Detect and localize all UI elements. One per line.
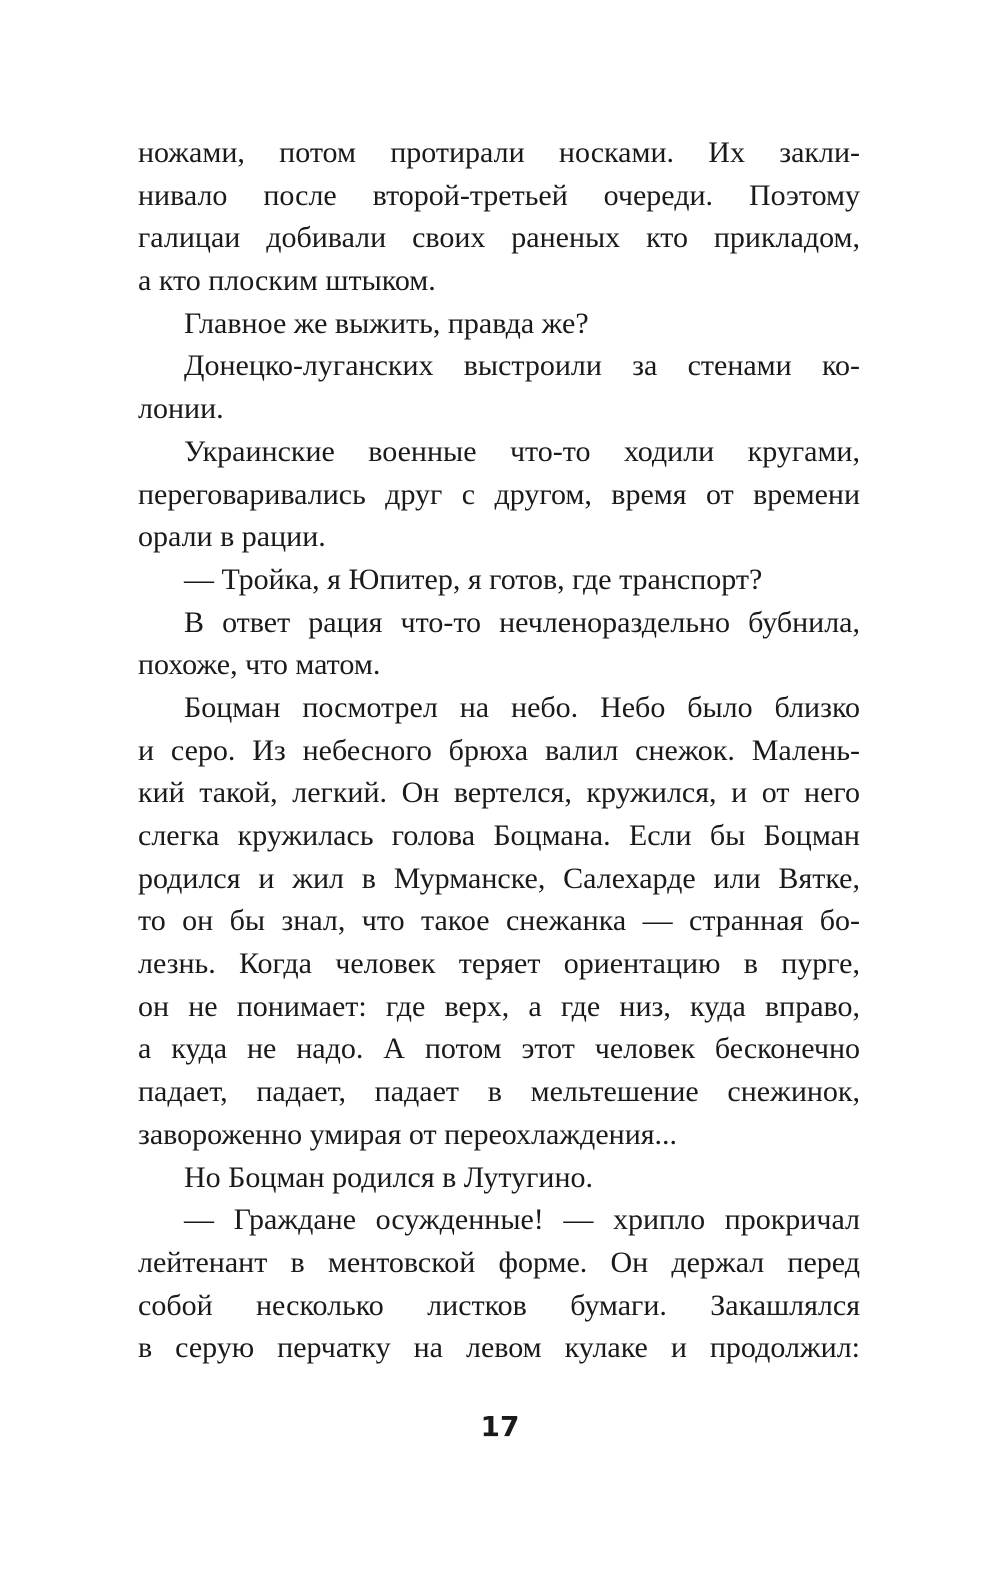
- text-line: В ответ рация что-то нечленораздельно бубнила,: [184, 605, 860, 639]
- text-line: и серо. Из небесного брюха валил снежок. Малень-: [138, 733, 860, 767]
- text-line: лонии.: [138, 392, 224, 426]
- text-line: слегка кружилась голова Боцмана. Если бы Боцман: [138, 819, 860, 852]
- text-line: он не понимает: где верх, а где низ, куда вправо,: [138, 989, 860, 1023]
- text-line: переговаривались друг с другом, время от времени: [138, 477, 860, 511]
- text-line: падает, падает, падает в мельтешение снежинок,: [138, 1075, 860, 1109]
- text-line: Донецко-луганских выстроили за стенами ко-: [184, 349, 860, 383]
- text-line: ножами, потом протирали носками. Их закли-: [138, 136, 860, 169]
- text-line: — Граждане осужденные! — хрипло прокричал: [184, 1203, 860, 1237]
- text-line: в серую перчатку на левом кулаке и продолжил:: [138, 1331, 860, 1365]
- text-line: лезнь. Когда человек теряет ориентацию в пурге,: [138, 947, 860, 981]
- text-line: Главное же выжить, правда же?: [184, 306, 589, 340]
- text-line: Но Боцман родился в Лутугино.: [184, 1160, 594, 1194]
- text-line: нивало после второй-третьей очереди. Поэтому: [138, 178, 860, 212]
- page-number: 17: [480, 1410, 520, 1443]
- text-line: собой несколько листков бумаги. Закашлялся: [138, 1288, 860, 1322]
- text-line: орали в рации.: [138, 520, 326, 554]
- text-line: Украинские военные что-то ходили кругами,: [184, 434, 860, 468]
- text-line: кий такой, легкий. Он вертелся, кружился, и от него: [138, 776, 860, 810]
- text-line: галицаи добивали своих раненых кто прикладом,: [138, 221, 860, 255]
- text-line: а куда не надо. А потом этот человек бесконечно: [138, 1032, 860, 1066]
- text-line: — Тройка, я Юпитер, я готов, где транспорт?: [184, 562, 763, 596]
- text-line: похоже, что матом.: [138, 648, 381, 682]
- text-line: лейтенант в ментовской форме. Он держал перед: [138, 1245, 860, 1279]
- text-line: а кто плоским штыком.: [138, 264, 436, 298]
- text-line: родился и жил в Мурманске, Салехарде или Вятке,: [138, 861, 860, 895]
- text-line: завороженно умирая от переохлаждения...: [138, 1117, 678, 1151]
- text-line: то он бы знал, что такое снежанка — странная бо-: [138, 904, 860, 938]
- text-line: Боцман посмотрел на небо. Небо было близко: [184, 690, 860, 724]
- body-text: [138, 132, 860, 1370]
